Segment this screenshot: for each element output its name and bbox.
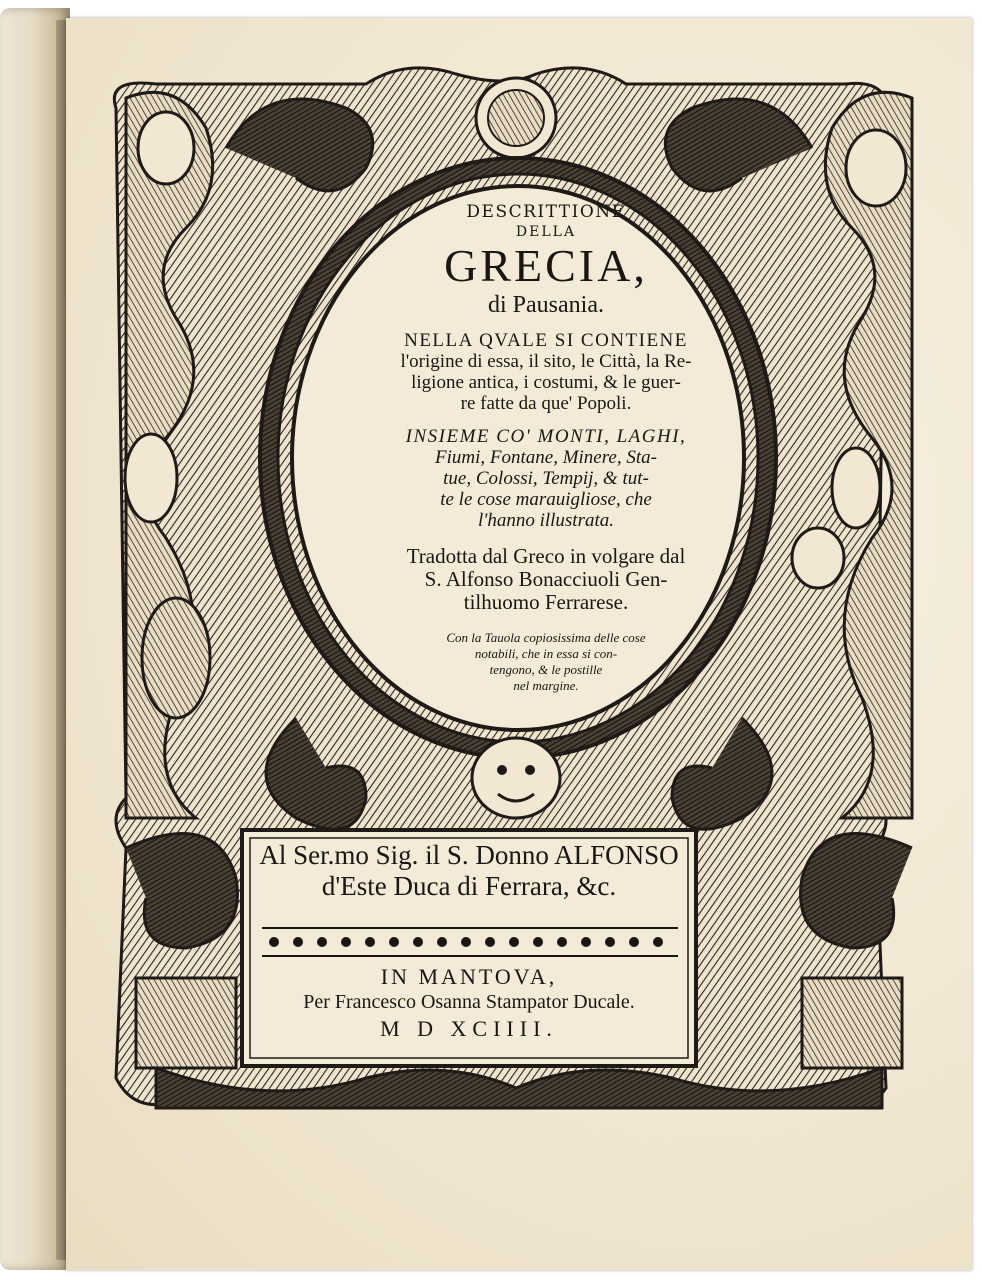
note-line: tengono, & le postille [489,662,603,677]
imprint-year: M D XCIIII. [380,1016,558,1041]
title-block [326,190,766,750]
dedication-line: Al Ser.mo Sig. il S. Donno ALFONSO [259,840,679,870]
italic-line: tue, Colossi, Tempij, & tut- [443,468,649,489]
title-author: di Pausania. [488,292,604,318]
translator-line: tilhuomo Ferrarese. [463,590,629,614]
dedication-block [244,838,694,900]
title-della: DELLA [515,224,577,240]
dedication-line: d'Este Duca di Ferrara, &c. [321,871,617,901]
translator-line: S. Alfonso Bonacciuoli Gen- [424,567,668,591]
subtitle-line: ligione antica, i costumi, & le guer- [411,372,681,393]
note-line: Con la Tauola copiosissima delle cose [446,630,646,645]
italic-line: te le cose marauigliose, che [440,489,652,510]
note-line: notabili, che in essa si con- [474,646,618,661]
italic-line: INSIEME CO' MONTI, LAGHI, [405,426,687,447]
imprint-city: IN MANTOVA, [380,964,558,989]
subtitle-line: l'origine di essa, il sito, le Città, la Re- [400,351,692,372]
imprint-block [244,958,694,1040]
title-grecia: GRECIA, [444,240,648,291]
italic-line: Fiumi, Fontane, Minere, Sta- [435,447,657,468]
note-line: nel margine. [513,678,579,693]
title-descrittione: DESCRITTIONE [466,202,626,222]
translator-line: Tradotta dal Greco in volgare dal [406,544,686,568]
subtitle-line: re fatte da que' Popoli. [460,393,632,414]
fleuron-band-icon [262,922,678,962]
book-spine-edge [56,20,66,1260]
italic-line: l'hanno illustrata. [477,510,615,531]
title-page [66,18,972,1270]
imprint-printer: Per Francesco Osanna Stampator Ducale. [303,991,635,1013]
subtitle-line: NELLA QVALE SI CONTIENE [404,330,688,351]
